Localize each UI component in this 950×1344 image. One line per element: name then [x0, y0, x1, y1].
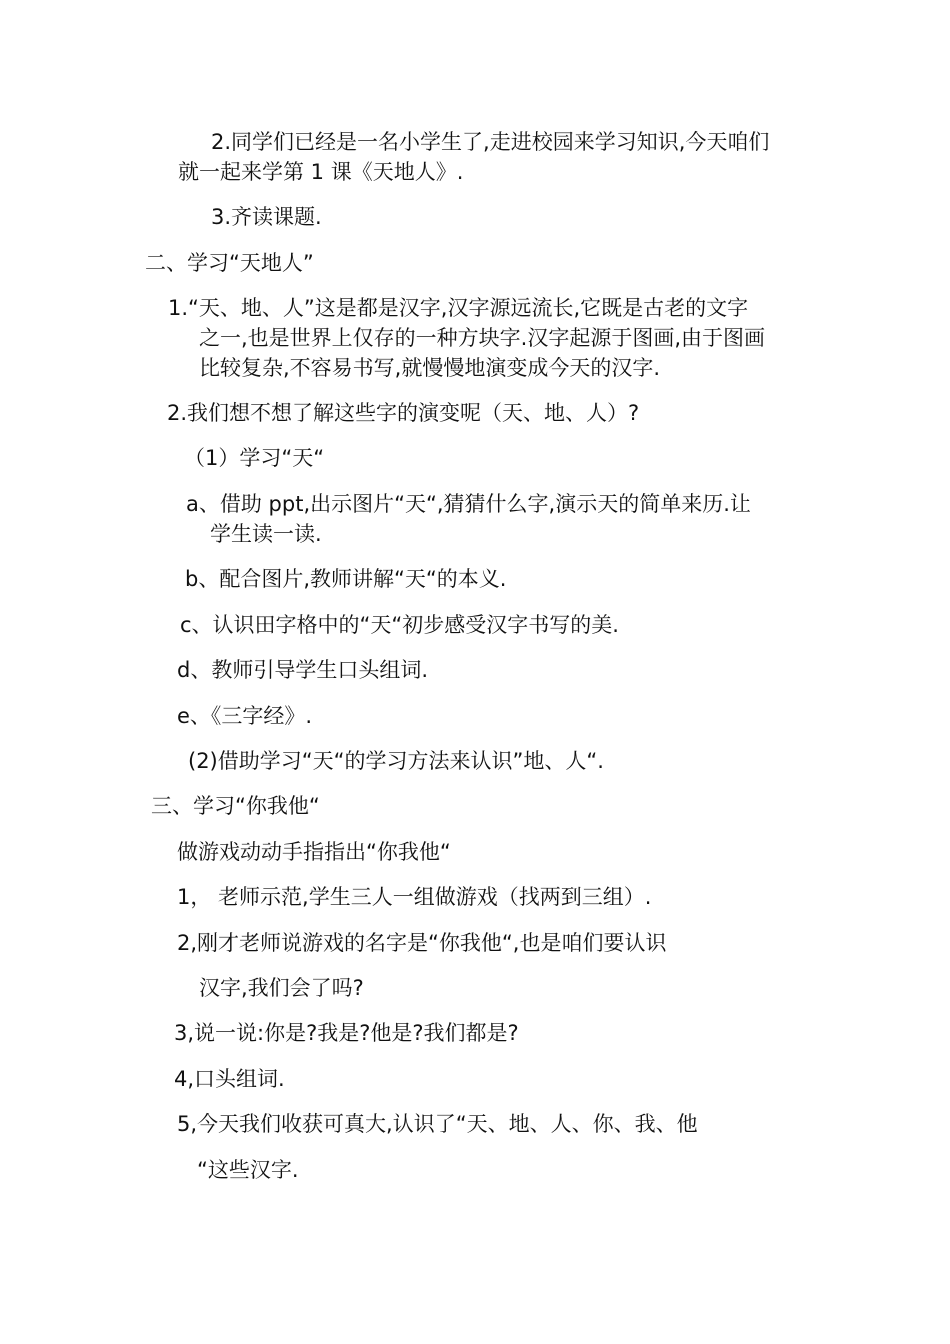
- text-line-20: 2,刚才老师说游戏的名字是“你我他“,也是咱们要认识: [177, 931, 667, 955]
- text-line-21: 汉字,我们会了吗?: [199, 976, 364, 1000]
- text-line-11: 学生读一读.: [210, 522, 322, 546]
- section-heading-3: 三、学习“你我他“: [151, 794, 320, 818]
- text-line-9: （1）学习“天“: [184, 446, 325, 470]
- text-line-3: 3.齐读课题.: [211, 205, 322, 229]
- text-line-5: 1.“天、地、人”这是都是汉字,汉字源远流长,它既是古老的文字: [168, 296, 749, 320]
- text-line-6: 之一,也是世界上仅存的一种方块字.汉字起源于图画,由于图画: [199, 326, 766, 350]
- text-line-1: 2.同学们已经是一名小学生了,走进校园来学习知识,今天咱们: [211, 130, 770, 154]
- text-line-16: (2)借助学习“天“的学习方法来认识”地、人“.: [188, 749, 604, 773]
- text-line-13: c、认识田字格中的“天“初步感受汉字书写的美.: [180, 613, 619, 637]
- text-line-2: 就一起来学第 1 课《天地人》.: [178, 160, 464, 184]
- text-line-8: 2.我们想不想了解这些字的演变呢（天、地、人）?: [167, 401, 640, 425]
- text-line-22: 3,说一说:你是?我是?他是?我们都是?: [174, 1021, 519, 1045]
- text-line-12: b、配合图片,教师讲解“天“的本义.: [185, 567, 507, 591]
- text-line-24: 5,今天我们收获可真大,认识了“天、地、人、你、我、他: [177, 1112, 698, 1136]
- text-line-19: 1， 老师示范,学生三人一组做游戏（找两到三组）.: [177, 885, 652, 909]
- text-line-23: 4,口头组词.: [174, 1067, 285, 1091]
- text-line-18: 做游戏动动手指指出“你我他“: [177, 840, 451, 864]
- text-line-25: “这些汉字.: [197, 1158, 299, 1182]
- text-line-14: d、教师引导学生口头组词.: [177, 658, 429, 682]
- text-line-15: e、《三字经》.: [177, 704, 313, 728]
- text-line-10: a、借助 ppt,出示图片“天“,猜猜什么字,演示天的简单来历.让: [186, 492, 751, 516]
- section-heading-2: 二、学习“天地人”: [145, 251, 314, 275]
- text-line-7: 比较复杂,不容易书写,就慢慢地演变成今天的汉字.: [199, 356, 661, 380]
